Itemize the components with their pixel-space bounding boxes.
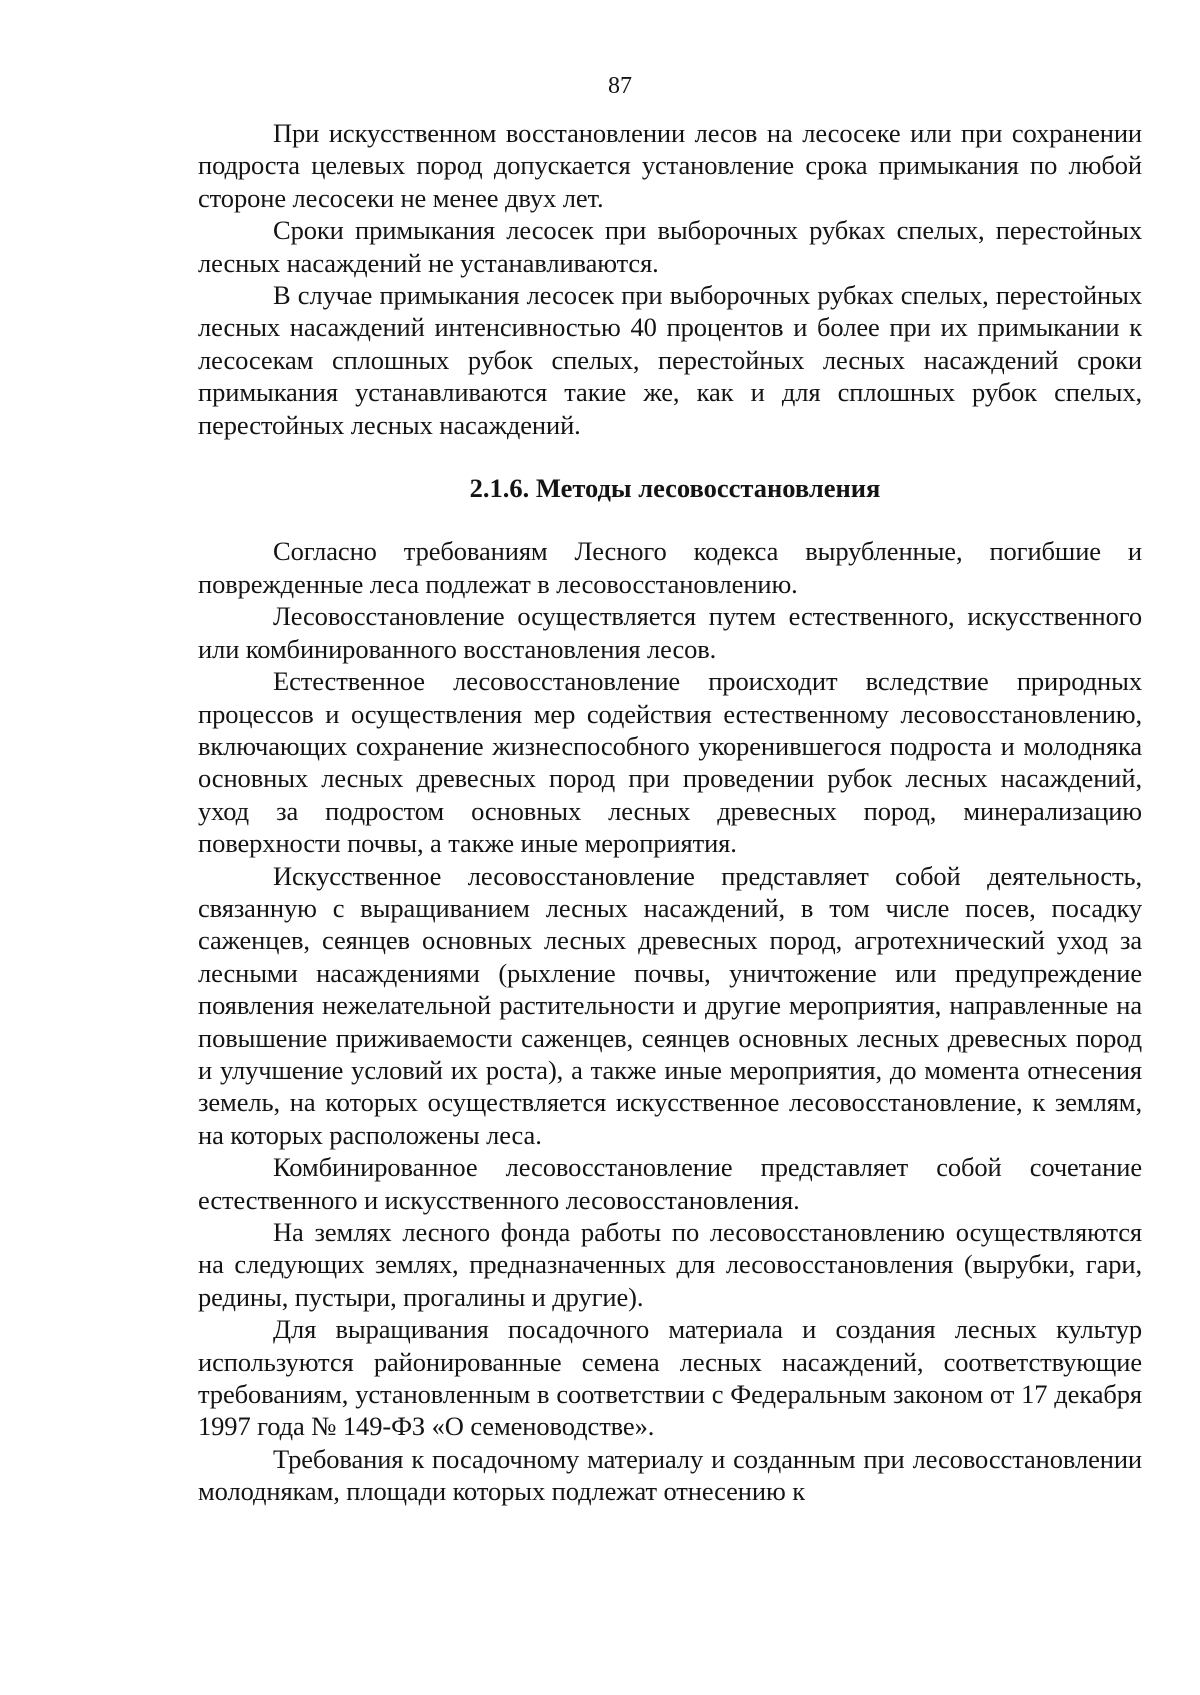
paragraph: Требования к посадочному материалу и созданным при лесовосстановлении молоднякам, площади которых подлежат отнесению к — [198, 1443, 1142, 1507]
paragraph: Искусственное лесовосстановление представляет собой деятельность, связанную с выращиванием лесных насаждений, в том числе посев, посадку саженцев, сеянцев основных лесных древесных пород, агротехнический уход за лесными насаждениями (рыхление почвы, уничтожение или предупреждение появления нежелательной растительности и другие мероприятия, направленные на повышение приживаемости саженцев, сеянцев основных лесных древесных пород и улучшение условий их роста), а также иные мероприятия, до момента отнесения земель, на которых осуществляется искусственное лесовосстановление, к землям, на которых расположены леса. — [198, 860, 1142, 1150]
paragraph: В случае примыкания лесосек при выборочных рубках спелых, перестойных лесных насаждений интенсивностью 40 процентов и более при их примыкании к лесосекам сплошных рубок спелых, перестойных лесных насаждений сроки примыкания устанавливаются такие же, как и для сплошных рубок спелых, перестойных лесных насаждений. — [198, 280, 1142, 440]
paragraph: При искусственном восстановлении лесов на лесосеке или при сохранении подроста целевых пород допускается установление срока примыкания по любой стороне лесосеки не менее двух лет. — [198, 118, 1142, 213]
paragraph: Для выращивания посадочного материала и создания лесных культур используются районированные семена лесных насаждений, соответствующие требованиям, установленным в соответствии с Федеральным законом от 17 декабря 1997 года № 149-ФЗ «О семеноводстве». — [198, 1314, 1142, 1442]
paragraph: На землях лесного фонда работы по лесовосстановлению осуществляются на следующих землях, предназначенных для лесовосстановления (вырубки, гари, редины, пустыри, прогалины и другие). — [198, 1217, 1142, 1312]
paragraph: Комбинированное лесовосстановление представляет собой сочетание естественного и искусственного лесовосстановления. — [198, 1152, 1142, 1215]
paragraph: Сроки примыкания лесосек при выборочных рубках спелых, перестойных лесных насаждений не устанавливаются. — [198, 215, 1142, 278]
section-heading: 2.1.6. Методы лесовосстановления — [469, 473, 881, 504]
paragraph: Лесовосстановление осуществляется путем естественного, искусственного или комбинированного восстановления лесов. — [198, 601, 1142, 664]
paragraph: Согласно требованиям Лесного кодекса вырубленные, погибшие и поврежденные леса подлежат в лесовосстановлению. — [198, 536, 1142, 599]
document-body — [198, 117, 1142, 1508]
page-number: 87 — [608, 73, 632, 99]
paragraph: Естественное лесовосстановление происходит вследствие природных процессов и осуществления мер содействия естественному лесовосстановлению, включающих сохранение жизнеспособного укоренившегося подроста и молодняка основных лесных древесных пород при проведении рубок лесных насаждений, уход за подростом основных лесных древесных пород, минерализацию поверхности почвы, а также иные мероприятия. — [198, 666, 1142, 859]
